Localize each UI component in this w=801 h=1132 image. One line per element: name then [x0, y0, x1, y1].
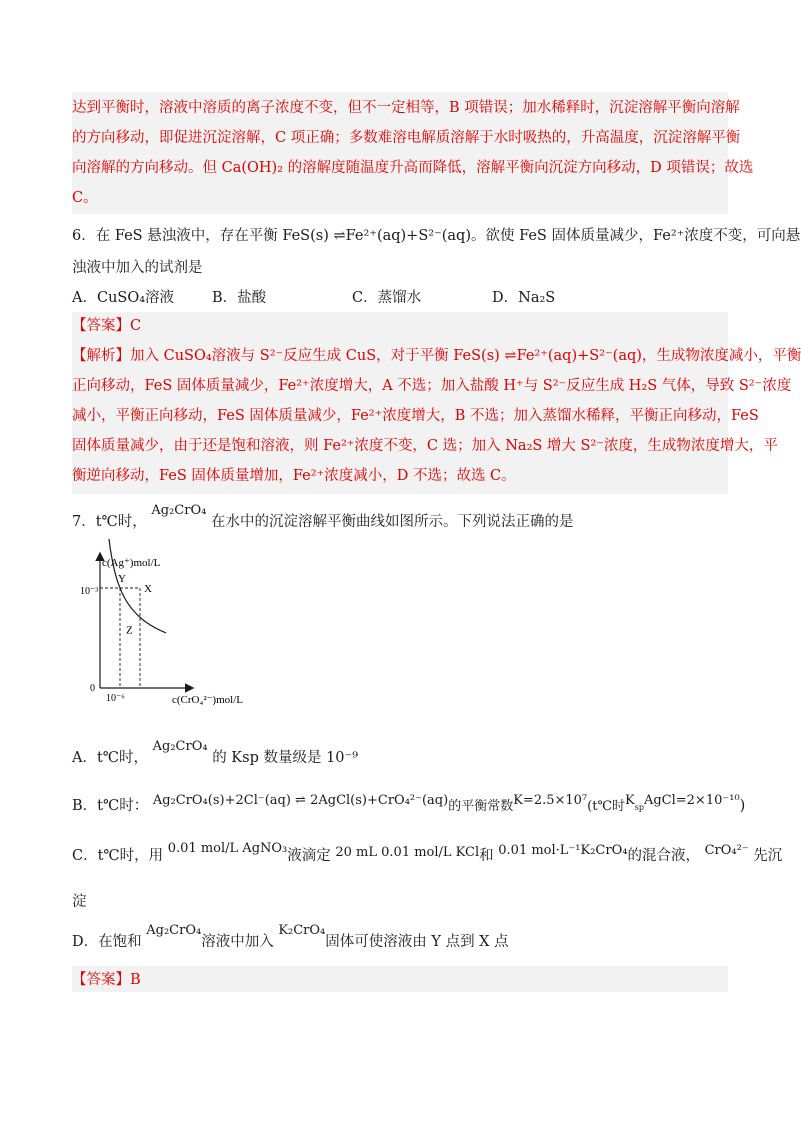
solubility-curve [109, 539, 166, 633]
q7-answer-block [72, 966, 728, 992]
q7-stem [72, 503, 574, 533]
q7-option-d [72, 923, 509, 953]
q6-option-d: D．Na₂S [492, 290, 556, 306]
answer-label: 【答案】 [72, 972, 130, 988]
option-d-prefix: D．在饱和 [72, 934, 142, 950]
analysis-line: 达到平衡时，溶液中溶质的离子浓度不变，但不一定相等，B 项错误；加水稀释时，沉淀溶解平衡向溶解 [72, 100, 740, 116]
y-tick-label: 10⁻³ [80, 586, 99, 597]
ksp-agcl-value: AgCl=2×10⁻¹⁰ [643, 793, 740, 808]
option-b-prefix: B．t℃时： [72, 798, 149, 814]
q7-stem-suffix: 在水中的沉淀溶解平衡曲线如图所示。下列说法正确的是 [210, 514, 574, 530]
answer-value: B [130, 972, 141, 988]
kcl-solution: 20 mL 0.01 mol/L KCl [335, 845, 480, 860]
q6-option-c: C．蒸馏水 [352, 290, 422, 306]
option-a-prefix: A．t℃时， [72, 750, 149, 766]
option-c-text3: 的混合液， [627, 848, 700, 864]
option-b-tail: (t℃时 [587, 799, 625, 814]
analysis-label: 【解析】 [72, 348, 130, 364]
k2cro4-solution: 0.01 mol·L⁻¹K₂CrO₄ [498, 843, 628, 858]
x-tick-label: 10⁻⁶ [106, 693, 125, 704]
equilibrium-equation: Ag₂CrO₄(s)+2Cl⁻(aq) ⇌ 2AgCl(s)+CrO₄²⁻(aq) [152, 793, 449, 808]
y-axis-label: c(Ag⁺)mol/L [102, 557, 161, 569]
q6-analysis-line [72, 346, 801, 366]
q7-answer-line [72, 970, 728, 990]
formula-ag2cro4: Ag₂CrO₄ [152, 739, 208, 754]
q6-option-a: A．CuSO₄溶液 [72, 290, 175, 306]
equilibrium-constant: K=2.5×10⁷ [513, 793, 588, 808]
origin-label: 0 [90, 683, 95, 694]
option-c-text2: 和 [479, 848, 494, 864]
point-label-z: Z [126, 624, 133, 637]
solubility-curve-chart [80, 548, 280, 718]
q7-option-c [72, 841, 783, 867]
point-label-y: Y [118, 573, 126, 585]
q6-answer-analysis-block [72, 312, 801, 494]
formula-k2cro4: K₂CrO₄ [278, 923, 326, 938]
formula-ag2cro4: Ag₂CrO₄ [146, 923, 202, 938]
option-d-text2: 固体可使溶液由 Y 点到 X 点 [325, 934, 509, 950]
analysis-line: 的方向移动，即促进沉淀溶解，C 项正确；多数难溶电解质溶解于水时吸热的，升高温度，沉淀溶解平衡 [72, 130, 741, 146]
q6-analysis-line: 衡逆向移动，FeS 固体质量增加，Fe²⁺浓度减小，D 不选；故选 C。 [72, 468, 516, 484]
q6-stem-line2: 浊液中加入的试剂是 [72, 260, 203, 276]
point-label-x: X [144, 583, 152, 595]
q6-option-b: B．盐酸 [212, 290, 267, 306]
ksp-symbol: K [625, 793, 635, 808]
q7-option-c-line2: 淀 [72, 894, 87, 910]
ksp-subscript: sp [634, 802, 644, 812]
option-d-text1: 溶液中加入 [201, 934, 274, 950]
q6-analysis-line: 正向移动，FeS 固体质量减少，Fe²⁺浓度增大，A 不选；加入盐酸 H⁺与 S²⁻反应生成 H₂S 气体，导致 S²⁻浓度 [72, 378, 792, 394]
q7-option-a [72, 739, 359, 769]
option-c-text1: 液滴定 [287, 848, 331, 864]
formula-ag2cro4: Ag₂CrO₄ [151, 503, 207, 518]
q7-stem-prefix: 7．t℃时， [72, 514, 147, 530]
option-b-close: ) [739, 798, 746, 814]
answer-value: C [130, 318, 142, 334]
q6-stem-line1: 6．在 FeS 悬浊液中，存在平衡 FeS(s) ⇌Fe²⁺(aq)+S²⁻(aq)。欲使 FeS 固体质量减少，Fe²⁺浓度不变，可向悬 [72, 228, 801, 244]
q6-answer-line [72, 316, 728, 336]
chromate-ion: CrO₄²⁻ [704, 843, 749, 858]
analysis-line: 向溶解的方向移动。但 Ca(OH)₂ 的溶解度随温度升高而降低，溶解平衡向沉淀方向移动，D 项错误；故选 [72, 160, 754, 176]
q6-analysis-line: 固体质量减少，由于还是饱和溶液，则 Fe²⁺浓度不变，C 选；加入 Na₂S 增大 S²⁻浓度，生成物浓度增大，平 [72, 438, 778, 454]
agno3-solution: 0.01 mol/L AgNO₃ [167, 841, 288, 856]
analysis-text: 加入 CuSO₄溶液与 S²⁻反应生成 CuS，对于平衡 FeS(s) ⇌Fe²⁺(aq)+S²⁻(aq)，生成物浓度减小，平衡 [130, 348, 801, 364]
option-c-text4: 先沉 [753, 848, 783, 864]
option-b-mid: 的平衡常数 [448, 799, 514, 814]
option-a-suffix: 的 Ksp 数量级是 10⁻⁹ [212, 750, 359, 766]
x-axis-label: c(CrO₄²⁻)mol/L [172, 694, 243, 706]
answer-label: 【答案】 [72, 318, 130, 334]
q7-option-b [72, 793, 746, 817]
analysis-block-previous [72, 92, 754, 214]
q6-analysis-line: 减小，平衡正向移动，FeS 固体质量减少，Fe²⁺浓度增大，B 不选；加入蒸馏水稀释，平衡正向移动，FeS [72, 408, 759, 424]
option-c-prefix: C．t℃时，用 [72, 848, 164, 864]
analysis-line: C。 [72, 190, 98, 206]
